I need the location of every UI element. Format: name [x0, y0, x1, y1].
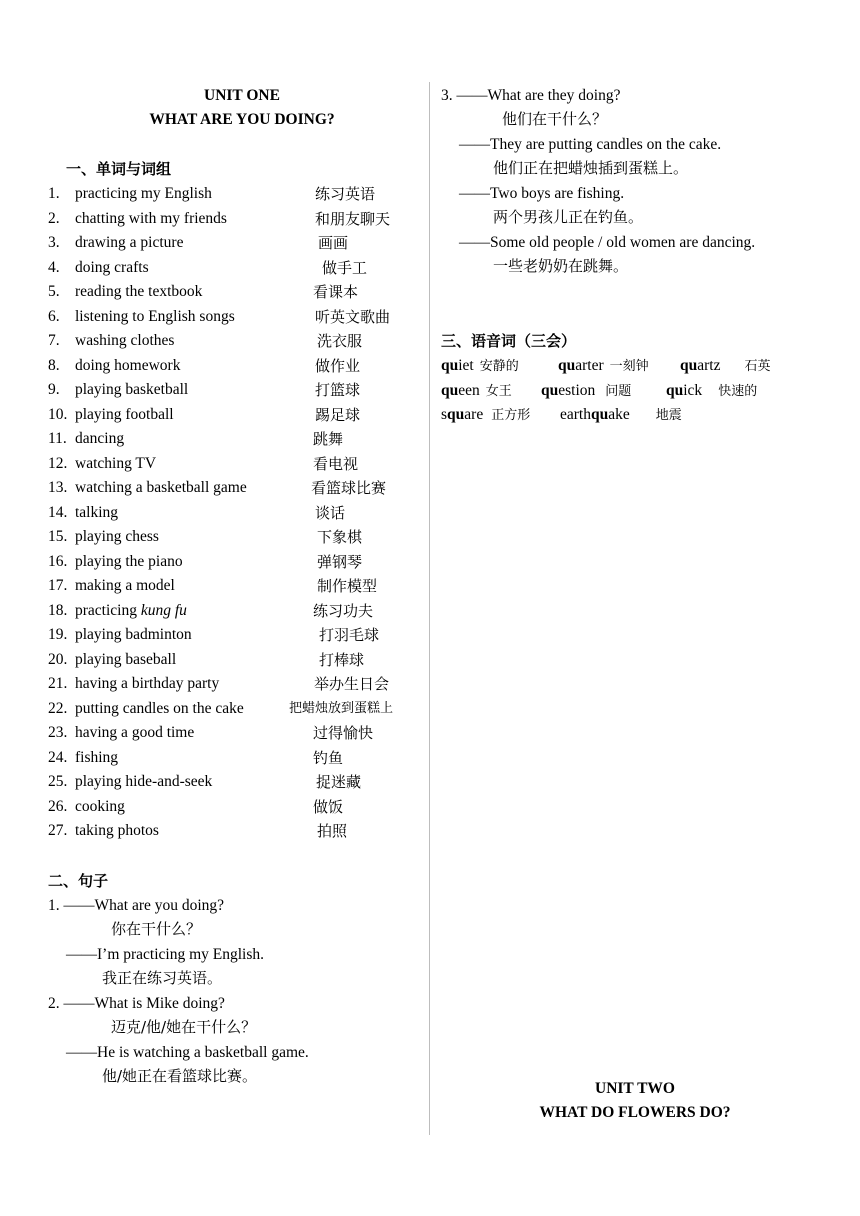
vocab-number: 23.: [48, 724, 68, 741]
vocab-english: playing chess: [75, 528, 159, 545]
sentence-3-answer-1: ——They are putting candles on the cake.: [459, 136, 722, 153]
vocab-number: 27.: [48, 822, 68, 839]
unit-two-title: UNIT TWO: [595, 1080, 675, 1097]
vocab-chinese: 看电视: [313, 454, 359, 473]
vocab-chinese: 跳舞: [313, 430, 344, 448]
phonics-qu: qu: [441, 357, 459, 374]
vocab-chinese: 捉迷藏: [316, 773, 362, 791]
vocab-chinese: 制作模型: [317, 577, 378, 595]
vocab-english: talking: [75, 503, 119, 521]
phonics-word: [441, 405, 530, 426]
sentence-3-question-zh: 他们在干什么？: [502, 110, 608, 128]
phonics-rest: iet: [458, 357, 474, 374]
phonics-rest: artz: [697, 357, 721, 374]
unit-two-subtitle: WHAT DO FLOWERS DO?: [539, 1104, 731, 1121]
vocab-chinese: 举办生日会: [314, 675, 390, 693]
phonics-word: [441, 356, 519, 377]
phonics-chinese: 正方形: [491, 408, 531, 423]
vocab-chinese: 听英文歌曲: [315, 307, 391, 326]
vocab-number: 14.: [48, 503, 68, 521]
phonics-qu: qu: [558, 357, 576, 374]
vocab-number: 6.: [48, 307, 60, 325]
vocab-number: 11.: [48, 430, 67, 447]
vocab-chinese: 下象棋: [317, 528, 363, 546]
vocab-english: [75, 601, 187, 621]
phonics-rest: estion: [558, 382, 596, 399]
phonics-chinese: 地震: [655, 408, 682, 423]
phonics-rest: ick: [683, 382, 703, 399]
sentences-section-heading: 二、句子: [48, 872, 109, 890]
phonics-chinese: 快速的: [718, 384, 758, 399]
vocab-chinese: 弹钢琴: [317, 552, 363, 571]
vocab-chinese: 洗衣服: [317, 332, 363, 350]
phonics-qu: qu: [666, 382, 684, 399]
phonics-prefix: s: [441, 406, 448, 423]
vocab-english: practicing my English: [75, 185, 212, 202]
phonics-prefix: earth: [560, 406, 591, 423]
vocab-number: 20.: [48, 650, 68, 668]
phonics-qu: qu: [441, 382, 459, 399]
sentence-1-question: 1. ——What are you doing?: [48, 897, 225, 914]
vocab-english: playing hide-and-seek: [75, 773, 213, 790]
sentence-2-answer: ——He is watching a basketball game.: [66, 1044, 309, 1061]
vocab-english: watching a basketball game: [75, 479, 247, 496]
sentence-2-question-zh: 迈克/他/她在干什么？: [111, 1018, 257, 1036]
vocab-chinese: 看篮球比赛: [311, 479, 387, 497]
sentence-1-answer: ——I’m practicing my English.: [66, 946, 265, 963]
vocab-chinese: 打羽毛球: [319, 626, 380, 644]
phonics-word: [666, 381, 757, 402]
sentence-2-answer-zh: 他/她正在看篮球比赛。: [102, 1067, 258, 1085]
vocab-number: 9.: [48, 381, 60, 398]
vocab-chinese: 练习英语: [315, 185, 376, 203]
sentence-1-answer-zh: 我正在练习英语。: [102, 969, 223, 987]
vocab-number: 8.: [48, 356, 60, 374]
unit-one-subtitle: WHAT ARE YOU DOING?: [149, 111, 335, 128]
phonics-word: [558, 356, 649, 377]
phonics-chinese: 问题: [605, 384, 632, 399]
sentence-3-answer-2-zh: 两个男孩儿正在钓鱼。: [493, 208, 644, 226]
vocab-number: 19.: [48, 626, 68, 643]
vocab-number: 17.: [48, 577, 68, 594]
vocab-chinese: 打棒球: [319, 650, 365, 669]
phonics-chinese: 石英: [744, 359, 771, 374]
vocab-chinese: 钓鱼: [313, 748, 344, 767]
vocab-english: doing crafts: [75, 258, 149, 276]
vocab-number: 18.: [48, 601, 68, 619]
phonics-chinese: 一刻钟: [609, 359, 649, 374]
phonics-word: [680, 356, 771, 377]
phonics-word: [541, 381, 631, 402]
vocab-chinese: 做作业: [315, 356, 361, 375]
vocab-chinese: 打篮球: [315, 381, 361, 399]
vocab-number: 2.: [48, 209, 60, 227]
sentence-3-answer-2: ——Two boys are fishing.: [459, 185, 625, 202]
vocab-english: watching TV: [75, 454, 157, 472]
phonics-word: [441, 381, 512, 402]
phonics-section-heading: 三、语音词（三会）: [441, 332, 577, 350]
vocab-number: 25.: [48, 773, 68, 790]
sentence-1-question-zh: 你在干什么？: [111, 920, 202, 938]
vocab-english: playing baseball: [75, 650, 177, 668]
sentence-3-question: 3. ——What are they doing?: [441, 87, 621, 104]
column-divider: [429, 82, 430, 1135]
vocab-english-text: practicing: [75, 601, 141, 619]
phonics-qu: qu: [447, 406, 465, 423]
vocab-chinese: 踢足球: [315, 405, 361, 424]
vocab-english: listening to English songs: [75, 307, 235, 325]
vocab-chinese: 画画: [318, 234, 349, 252]
vocab-english: dancing: [75, 430, 125, 447]
vocab-chinese: 和朋友聊天: [315, 209, 391, 228]
vocab-english: chatting with my friends: [75, 209, 227, 227]
phonics-rest: are: [464, 406, 484, 423]
phonics-rest: een: [458, 382, 480, 399]
vocab-section-heading: 一、单词与词组: [66, 160, 172, 178]
vocab-english: making a model: [75, 577, 175, 594]
vocab-english: taking photos: [75, 822, 159, 839]
vocab-english: washing clothes: [75, 332, 175, 349]
vocab-number: 4.: [48, 258, 60, 276]
sentence-3-answer-3: ——Some old people / old women are dancing.: [459, 234, 756, 251]
vocab-number: 1.: [48, 185, 60, 202]
phonics-rest: ake: [608, 406, 630, 423]
vocab-english: reading the textbook: [75, 283, 203, 300]
vocab-number: 3.: [48, 234, 60, 251]
vocab-english: playing badminton: [75, 626, 192, 643]
vocab-english: having a good time: [75, 724, 195, 741]
vocab-chinese: 看课本: [313, 283, 359, 301]
vocab-number: 16.: [48, 552, 68, 570]
vocab-number: 5.: [48, 283, 60, 300]
vocab-chinese: 谈话: [315, 503, 346, 522]
vocab-english: drawing a picture: [75, 234, 184, 251]
phonics-qu: qu: [541, 382, 559, 399]
vocab-number: 21.: [48, 675, 68, 692]
vocab-number: 22.: [48, 699, 68, 717]
sentence-3-answer-3-zh: 一些老奶奶在跳舞。: [493, 257, 629, 275]
vocab-english: doing homework: [75, 356, 181, 374]
vocab-english: playing basketball: [75, 381, 189, 398]
vocab-number: 12.: [48, 454, 68, 472]
vocab-chinese: 做饭: [313, 797, 344, 816]
phonics-qu: qu: [590, 406, 609, 423]
phonics-qu: qu: [680, 357, 698, 374]
sentence-3-answer-1-zh: 他们正在把蜡烛插到蛋糕上。: [493, 159, 689, 177]
vocab-number: 26.: [48, 797, 68, 815]
phonics-rest: arter: [575, 357, 604, 374]
sentence-2-question: 2. ——What is Mike doing?: [48, 995, 225, 1012]
vocab-english: putting candles on the cake: [75, 699, 244, 717]
unit-one-title: UNIT ONE: [204, 87, 280, 104]
vocab-english: playing the piano: [75, 552, 183, 570]
vocab-number: 24.: [48, 748, 68, 766]
vocab-number: 15.: [48, 528, 68, 545]
phonics-word: [560, 405, 682, 426]
vocab-number: 13.: [48, 479, 68, 496]
phonics-chinese: 女王: [485, 384, 512, 399]
vocab-number: 7.: [48, 332, 60, 349]
vocab-chinese: 练习功夫: [313, 601, 374, 620]
vocab-english-italic: kung fu: [140, 601, 187, 619]
vocab-english: having a birthday party: [75, 675, 220, 692]
vocab-english: cooking: [75, 797, 125, 815]
vocab-english: playing football: [75, 405, 174, 423]
vocab-chinese: 拍照: [317, 822, 348, 840]
vocab-english: fishing: [75, 748, 119, 766]
vocab-number: 10.: [48, 405, 68, 423]
vocab-chinese: 过得愉快: [313, 724, 374, 742]
phonics-chinese: 安静的: [479, 359, 519, 374]
vocab-chinese: 做手工: [322, 258, 368, 277]
vocab-chinese: 把蜡烛放到蛋糕上: [289, 700, 394, 716]
